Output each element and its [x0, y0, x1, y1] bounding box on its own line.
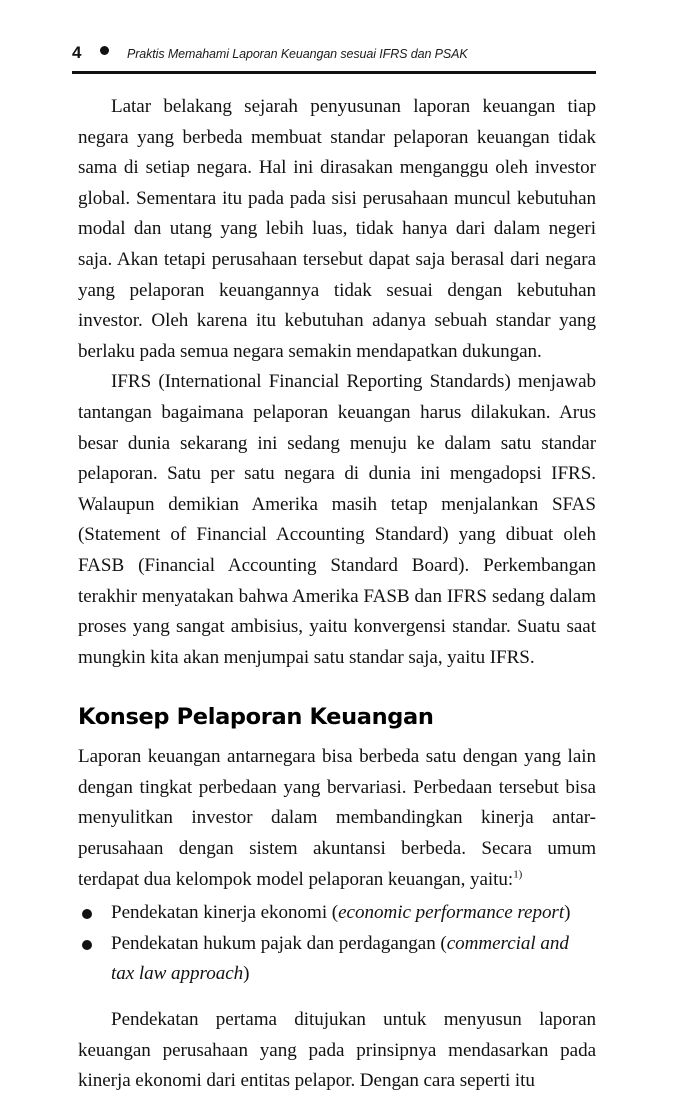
list-item-close: ) [564, 902, 571, 924]
list-item [82, 898, 596, 929]
bullet-point-icon [82, 909, 92, 919]
header-divider [72, 71, 596, 74]
footnote-marker: 1) [513, 868, 523, 881]
paragraph-pendekatan-pertama: Pendekatan pertama ditujukan untuk menyusun laporan keuangan perusahaan yang pada prinsipnya mendasarkan pada kinerja ekonomi dari entitas pelapor. Dengan cara seperti itu [78, 1009, 596, 1092]
paragraph-intro-history: Latar belakang sejarah penyusunan laporan keuangan tiap negara yang berbeda membuat standar pelaporan keuangan tidak sama di setiap negara. Hal ini dirasakan menganggu oleh investor global. Sementara itu pada pada sisi perusahaan muncul kebutuhan modal dan utang yang lebih luas, tidak hanya dari dalam negeri saja. Akan tetapi perusahaan tersebut dapat saja berasal dari negara yang pelaporan keuangannya tidak sesuai dengan kebutuhan investor. Oleh karena itu kebutuhan adanya sebuah standar yang berlaku pada semua negara semakin mendapatkan dukungan. [78, 96, 596, 362]
paragraph-konsep-intro-text: Laporan keuangan antarnegara bisa berbeda satu dengan yang lain dengan tingkat perbedaan yang bervariasi. Perbedaan tersebut bisa menyulitkan investor dalam membandingkan kinerja antar-perusahaan dengan sistem akuntansi berbeda. Secara umum terdapat dua kelompok model pelaporan keuangan, yaitu: [78, 746, 596, 890]
list-item-term: commercial and tax law approach [111, 932, 569, 985]
page-number: 4 [72, 43, 82, 62]
model-pelaporan-list [78, 895, 596, 990]
list-item-label: Pendekatan kinerja ekonomi ( [111, 902, 339, 924]
running-title: Praktis Memahami Laporan Keuangan sesuai IFRS dan PSAK [127, 47, 468, 61]
page-content [78, 92, 596, 1097]
list-item-close: ) [243, 963, 250, 985]
list-item-term: economic performance report [338, 902, 565, 924]
section-heading-konsep-pelaporan-keuangan: Konsep Pelaporan Keuangan [78, 704, 434, 731]
list-item-label: Pendekatan hukum pajak dan perdagangan ( [111, 932, 447, 954]
list-item [82, 929, 596, 990]
paragraph-konsep-intro [78, 742, 596, 895]
bullet-point-icon [82, 940, 92, 950]
running-header-row [72, 44, 596, 68]
header-bullet-icon [100, 46, 109, 55]
paragraph-ifrs-overview: IFRS (International Financial Reporting Standards) menjawab tantangan bagaimana pelaporan keuangan harus dilakukan. Arus besar dunia sekarang ini sedang menuju ke dalam satu standar pelaporan. Satu per satu negara di dunia ini mengadopsi IFRS. Walaupun demikian Amerika masih tetap menjalankan SFAS (Statement of Financial Accounting Standard) yang dibuat oleh FASB (Financial Accounting Standard Board). Perkembangan terakhir menyatakan bahwa Amerika FASB dan IFRS sedang dalam proses yang sangat ambisius, yaitu konvergensi standar. Suatu saat mungkin kita akan menjumpai satu standar saja, yaitu IFRS. [78, 371, 596, 668]
